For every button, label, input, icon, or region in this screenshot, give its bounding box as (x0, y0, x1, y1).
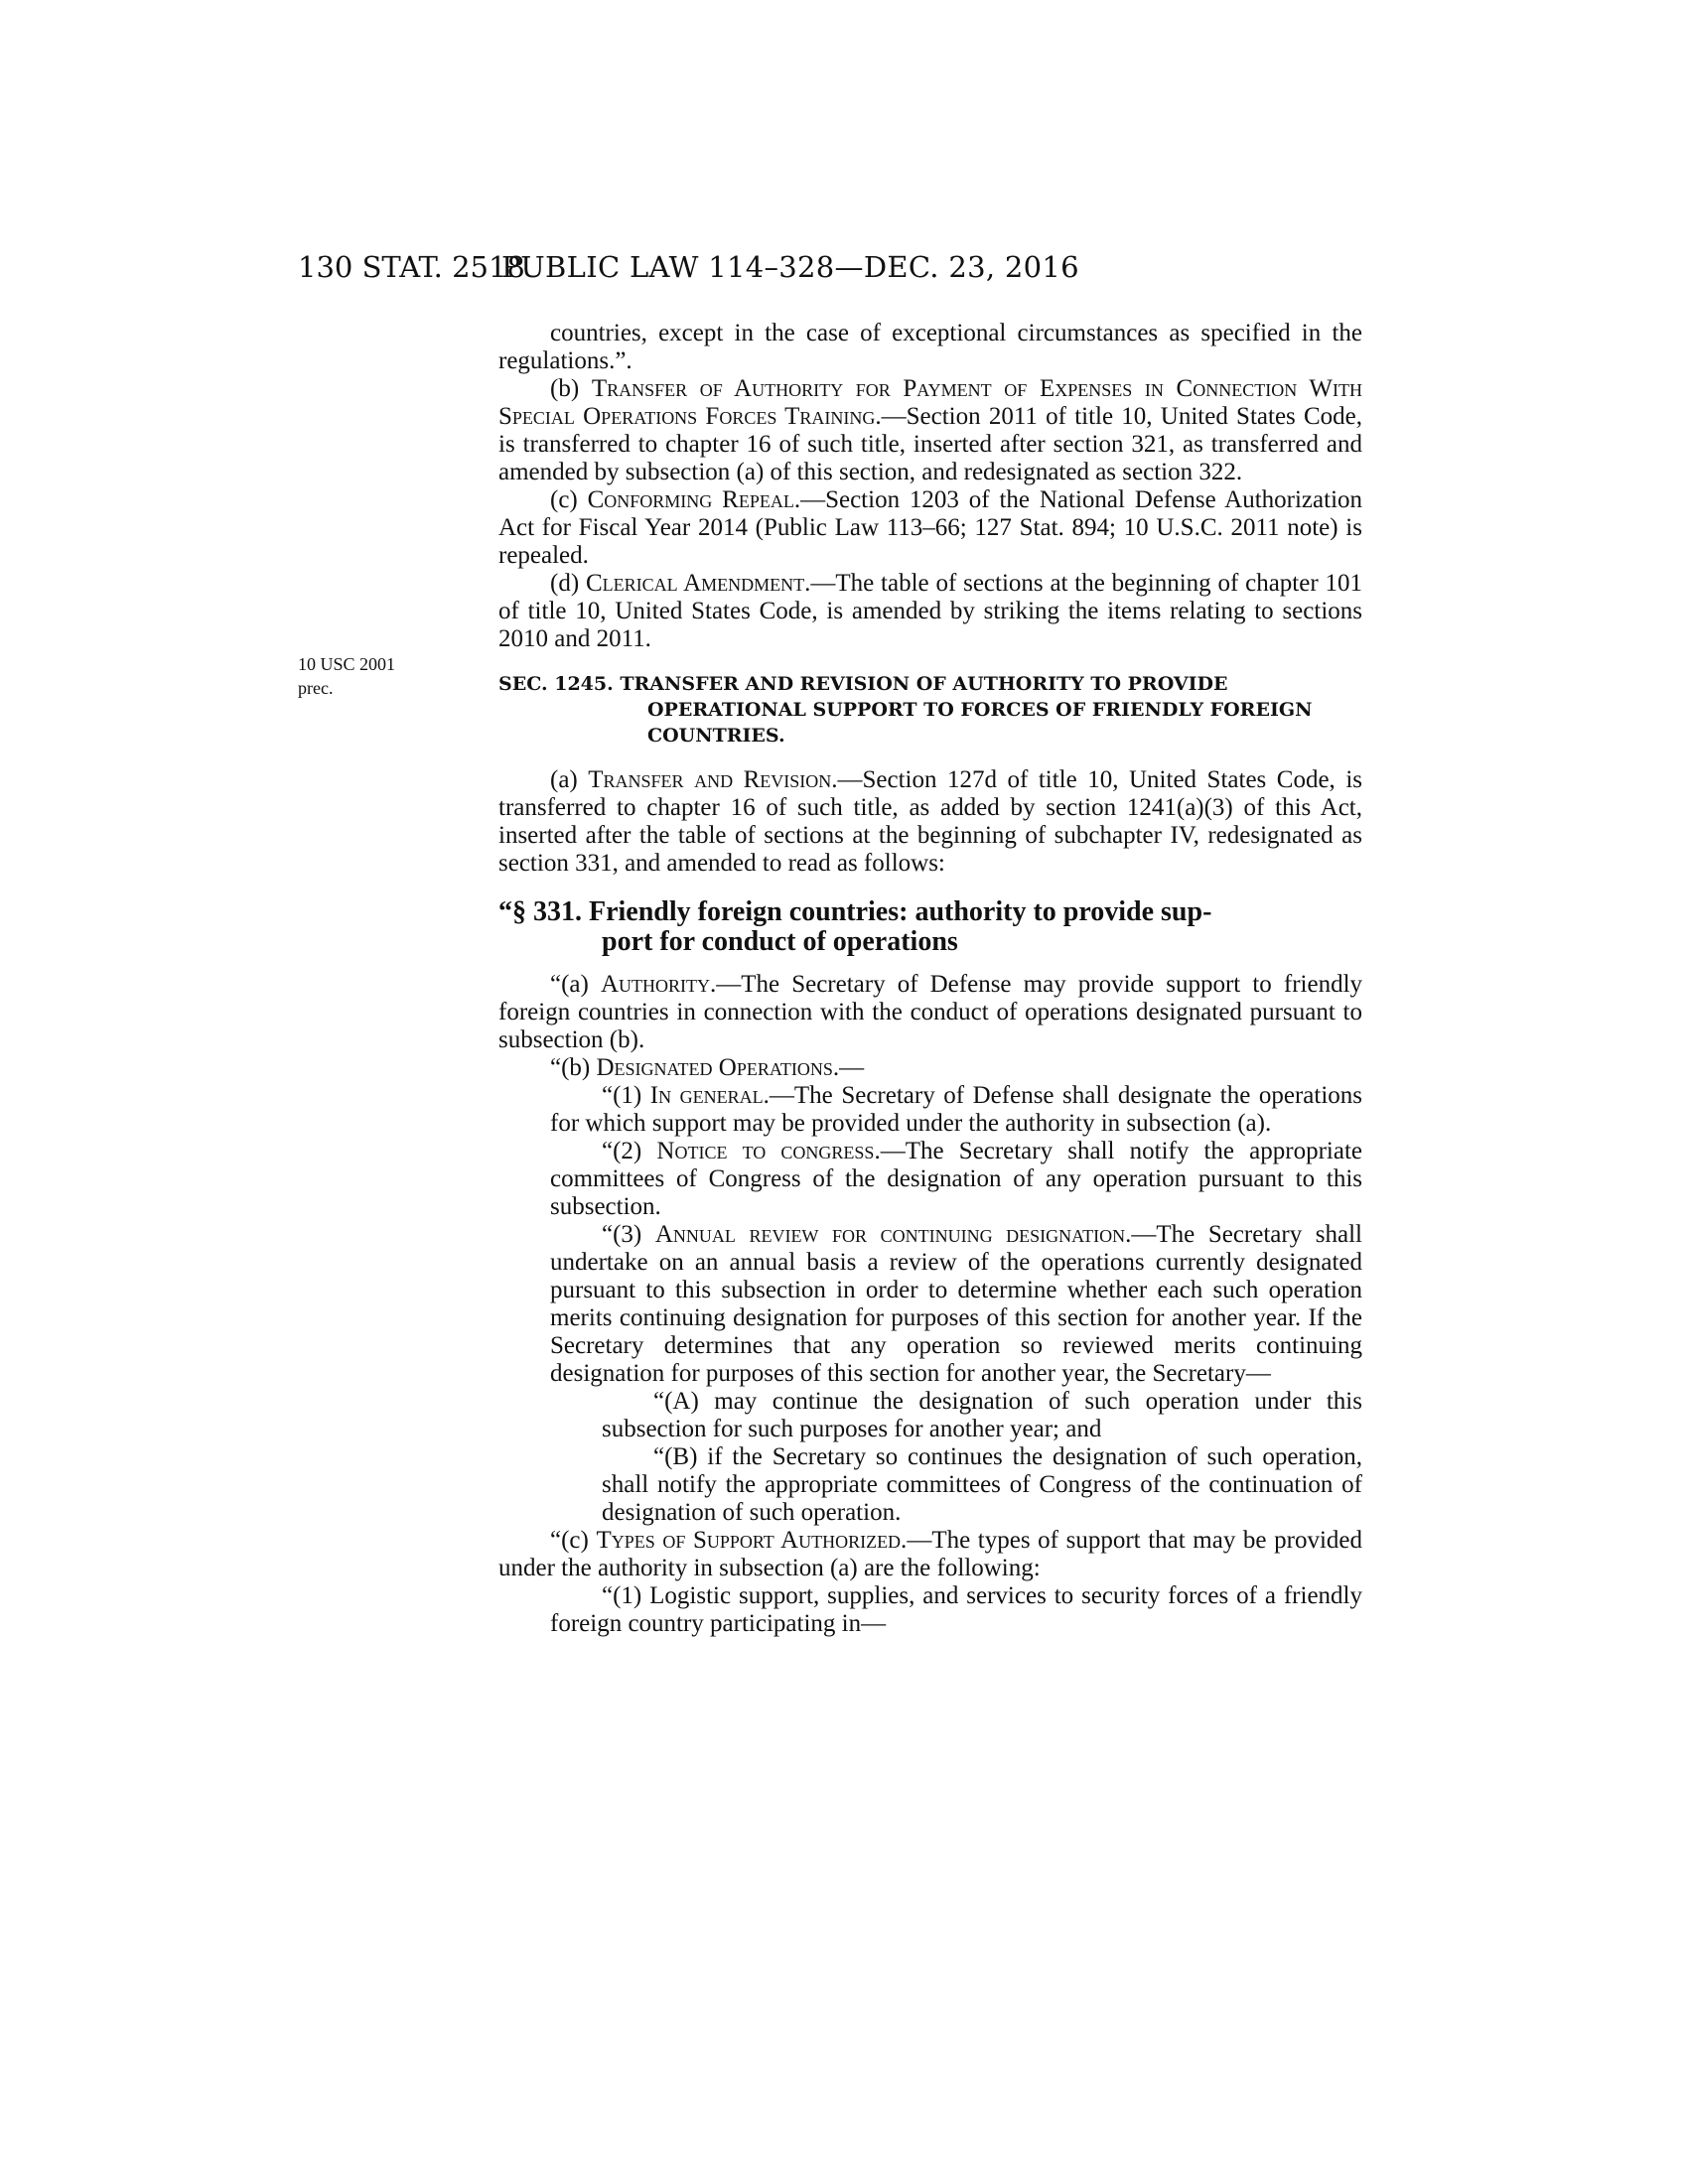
paragraph-heading: Conforming Repeal. (587, 486, 801, 513)
paragraph-a-transfer (498, 766, 1362, 878)
paragraph-text: —The Secretary shall notify the appropriate committees of Congress of the designation of any operation pursuant to this subsection. (550, 1138, 1363, 1220)
section-331-title (498, 897, 1362, 957)
subsection-b-designated-operations (498, 1054, 1362, 1082)
paragraph-heading: Types of Support Authorized. (596, 1527, 908, 1554)
paragraph-heading: Annual review for continuing designation. (654, 1221, 1132, 1248)
paragraph-text: — (839, 1054, 865, 1081)
paragraph-heading: Notice to congress. (656, 1138, 881, 1164)
section-331-title-line: port for conduct of operations (602, 926, 958, 957)
paragraph-text: —The Secretary of Defense shall designate the operations for which support may be provided under the authority in subsection (a). (550, 1082, 1363, 1137)
paragraph-text: —The table of sections at the beginning of chapter 101 of title 10, United States Code, is amended by striking the items relating to sections 2010 and 2011. (498, 570, 1362, 652)
paragraph-label: “(1) (602, 1082, 650, 1109)
public-law-citation: PUBLIC LAW 114–328—DEC. 23, 2016 (501, 250, 1079, 284)
paragraph-heading: Transfer and Revision. (588, 766, 838, 793)
subparagraph-A: “(A) may continue the designation of such operation under this subsection for such purposes for another year; and (602, 1388, 1362, 1442)
subsection-c-types-of-support (498, 1527, 1362, 1582)
paragraph-c (498, 486, 1362, 570)
paragraph-label: “(c) (550, 1527, 597, 1554)
paragraph-text: —The Secretary of Defense may provide support to friendly foreign countries in connection with the conduct of operations designated pursuant to subsection (b). (498, 971, 1363, 1053)
paragraph-label: “(b) (550, 1054, 597, 1081)
paragraph-heading: In general. (649, 1082, 770, 1109)
paragraph-c1-logistic-support: “(1) Logistic support, supplies, and services to security forces of a friendly foreign country participating in— (550, 1582, 1362, 1637)
paragraph-label: “(2) (602, 1138, 657, 1164)
paragraph-label: (d) (550, 570, 586, 597)
paragraph-continuation: countries, except in the case of exceptional circumstances as specified in the regulations.”. (498, 320, 1362, 374)
section-title: TRANSFER AND REVISION OF AUTHORITY TO PROVIDE OPERATIONAL SUPPORT TO FORCES OF FRIENDLY FOREIGN COUNTRIES. (620, 673, 1313, 747)
statute-body (498, 320, 1362, 1638)
section-331-title-line: “§ 331. Friendly foreign countries: authority to provide sup- (498, 896, 1212, 927)
margin-note-line: 10 USC 2001 (298, 654, 396, 674)
paragraph-label: (c) (550, 486, 588, 513)
subsection-a-authority (498, 971, 1362, 1054)
paragraph-text: —Section 127d of title 10, United States Code, is transferred to chapter 16 of such title, as added by section 1241(a)(3) of this Act, inserted after the table of sections at the beginning of subchapter IV, redesignated as section 331, and amended to read as follows: (498, 766, 1362, 877)
section-1245-heading (498, 671, 1362, 749)
paragraph-b3-annual-review (498, 1221, 1362, 1388)
stat-page-number: 130 STAT. 2518 (298, 250, 525, 284)
paragraph-text: —The types of support that may be provided under the authority in subsection (a) are the following: (498, 1527, 1362, 1581)
paragraph-d (498, 570, 1362, 653)
paragraph-text: —The Secretary shall undertake on an annual basis a review of the operations currently designated pursuant to this subsection in order to determine whether each such operation merits continuing designation for purposes of this section for another year. If the Secretary determines that any operation so reviewed merits continuing designation for purposes of this section for another year, the Secretary— (550, 1221, 1363, 1387)
paragraph-text: —Section 1203 of the National Defense Authorization Act for Fiscal Year 2014 (Public Law 113–66; 127 Stat. 894; 10 U.S.C. 2011 note) is repealed. (498, 486, 1363, 569)
paragraph-heading: Clerical Amendment. (585, 570, 811, 597)
paragraph-label: “(a) (550, 971, 601, 998)
subparagraph-B: “(B) if the Secretary so continues the designation of such operation, shall notify the appropriate committees of Congress of the continuation of designation of such operation. (602, 1443, 1362, 1526)
paragraph-b (498, 375, 1362, 486)
paragraph-label: (a) (550, 766, 589, 793)
paragraph-heading: Designated Operations. (596, 1054, 840, 1081)
paragraph-heading: Authority. (600, 971, 717, 998)
section-label: SEC. 1245. (498, 673, 621, 695)
paragraph-heading: Transfer of Authority for Payment of Expenses in Connection With Special Operations Forces Training. (498, 375, 1362, 430)
paragraph-label: (b) (550, 375, 592, 402)
paragraph-b1-in-general (498, 1082, 1362, 1138)
margin-note (298, 652, 457, 700)
paragraph-label: “(3) (602, 1221, 655, 1248)
page-header (298, 250, 1370, 290)
margin-note-line: prec. (298, 678, 334, 698)
paragraph-text: —Section 2011 of title 10, United States Code, is transferred to chapter 16 of such title, inserted after section 321, as transferred and amended by subsection (a) of this section, and redesignated as section 322. (498, 403, 1363, 485)
paragraph-b2-notice (498, 1138, 1362, 1221)
